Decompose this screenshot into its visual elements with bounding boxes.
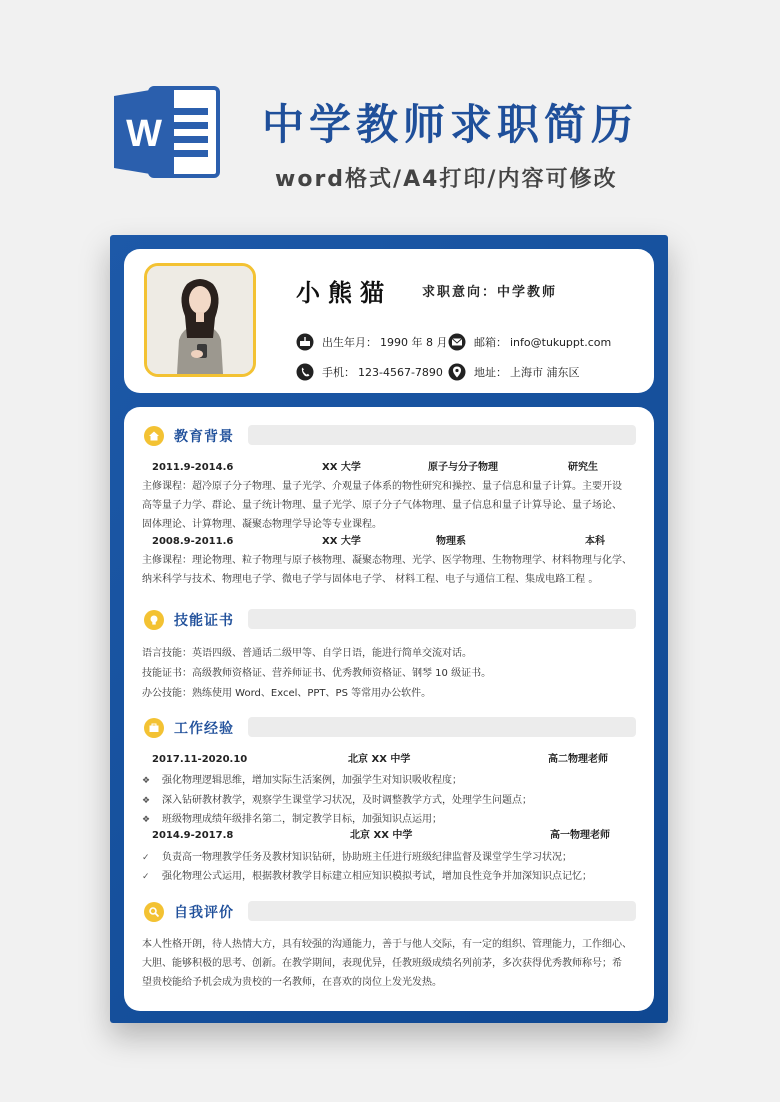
phone-info: 手机： 123-4567-7890 xyxy=(296,363,443,381)
edu-major: 原子与分子物理 xyxy=(428,462,498,473)
section-divider xyxy=(248,901,636,921)
section-divider xyxy=(248,425,636,445)
job-company: 北京 XX 中学 xyxy=(350,830,413,841)
email-link[interactable]: info@tukuppt.com xyxy=(510,335,612,349)
svg-text:W: W xyxy=(126,113,162,155)
skill-item: 技能证书：高级教师资格证、营养师证书、优秀教师资格证、钢琴 10 级证书。 xyxy=(142,668,492,679)
job-duty: ❖ 深入钻研教材教学，观察学生课堂学习状况，及时调整教学方式，处理学生问题点； xyxy=(142,795,532,806)
edu-degree: 研究生 xyxy=(568,462,598,473)
edu-courses: 主修课程：超冷原子分子物理、量子光学、介观量子体系的物性研究和操控、量子信息和量子计算。主要开设 高等量子力学、群论、量子统计物理、量子光学、原子分子气体物理、量子信息和量子计算导论、量子场论、 固体理论、计算物理、凝聚态物理学导论等专业课程。 xyxy=(142,481,622,530)
skill-item: 语言技能：英语四级、普通话二级甲等、自学日语，能进行简单交流对话。 xyxy=(142,648,472,659)
work-title: 工作经验 xyxy=(174,721,234,737)
profile-card xyxy=(124,249,654,393)
birth-info: 出生年月： 1990 年 8 月 xyxy=(296,333,447,351)
phone-icon xyxy=(296,363,314,381)
content-card xyxy=(124,407,654,1011)
edu-date: 2011.9-2014.6 xyxy=(152,462,234,473)
section-divider xyxy=(248,717,636,737)
job-duty: ✓ 强化物理公式运用，根据教材教学目标建立相应知识模拟考试，增加良性竞争并加深知识点记忆； xyxy=(142,871,592,882)
edu-courses: 主修课程：理论物理、粒子物理与原子核物理、凝聚态物理、光学、医学物理、生物物理学、材料物理与化学、 纳米科学与技术、物理电子学、微电子学与固体电子学、 材料工程、电子与通信工程、集成电路工程 。 xyxy=(142,555,632,585)
section-divider xyxy=(248,609,636,629)
job-date: 2014.9-2017.8 xyxy=(152,830,234,841)
skill-item: 办公技能：熟练使用 Word、Excel、PPT、PS 等常用办公软件。 xyxy=(142,688,432,699)
job-duty: ❖ 班级物理成绩年级排名第二，制定教学目标，加强知识点运用； xyxy=(142,814,442,825)
bulb-icon xyxy=(144,610,164,630)
self-eval-header xyxy=(144,901,634,923)
cake-icon xyxy=(296,333,314,351)
job-intent-value: 中学教师 xyxy=(497,285,558,300)
word-logo-icon xyxy=(112,82,222,182)
avatar xyxy=(144,263,256,377)
skills-header xyxy=(144,609,634,631)
job-intent xyxy=(422,281,557,300)
job-intent-label: 求职意向： xyxy=(422,285,498,300)
edu-degree: 本科 xyxy=(585,536,605,547)
edu-major: 物理系 xyxy=(436,536,466,547)
skills-title: 技能证书 xyxy=(174,613,234,629)
location-icon xyxy=(448,363,466,381)
edu-school: XX 大学 xyxy=(322,536,361,547)
edu-date: 2008.9-2011.6 xyxy=(152,536,234,547)
home-icon xyxy=(144,426,164,446)
page-title: 中学教师求职简历 xyxy=(262,100,639,149)
job-position: 高一物理老师 xyxy=(550,830,610,841)
job-duty: ❖ 强化物理逻辑思维，增加实际生活案例，加强学生对知识吸收程度； xyxy=(142,775,462,786)
job-company: 北京 XX 中学 xyxy=(348,754,411,765)
job-position: 高二物理老师 xyxy=(548,754,608,765)
job-date: 2017.11-2020.10 xyxy=(152,754,248,765)
education-title: 教育背景 xyxy=(174,429,234,445)
briefcase-icon xyxy=(144,718,164,738)
profile-name: 小熊猫 xyxy=(296,279,392,307)
self-eval-text: 本人性格开朗，待人热情大方，具有较强的沟通能力，善于与他人交际，有一定的组织、管理能力，工作细心、 大胆、能够积极的思考、创新。在教学期间，表现优异，任教班级成绩名列前茅，多次获得优秀教师称号；希 望贵校能给予机会成为贵校的一名教师，在喜欢的岗位上发光发热。 xyxy=(142,939,632,988)
work-header xyxy=(144,717,634,739)
edu-school: XX 大学 xyxy=(322,462,361,473)
search-icon xyxy=(144,902,164,922)
resume-frame xyxy=(110,235,668,1023)
email-info: 邮箱： info@tukuppt.com xyxy=(448,333,611,351)
page-subtitle: word格式/A4打印/内容可修改 xyxy=(275,167,618,192)
job-duty: ✓ 负责高一物理教学任务及教材知识钻研，协助班主任进行班级纪律监督及课堂学生学习状况； xyxy=(142,852,572,863)
education-header xyxy=(144,425,634,447)
mail-icon xyxy=(448,333,466,351)
self-eval-title: 自我评价 xyxy=(174,905,234,921)
address-info: 地址： 上海市 浦东区 xyxy=(448,363,580,381)
